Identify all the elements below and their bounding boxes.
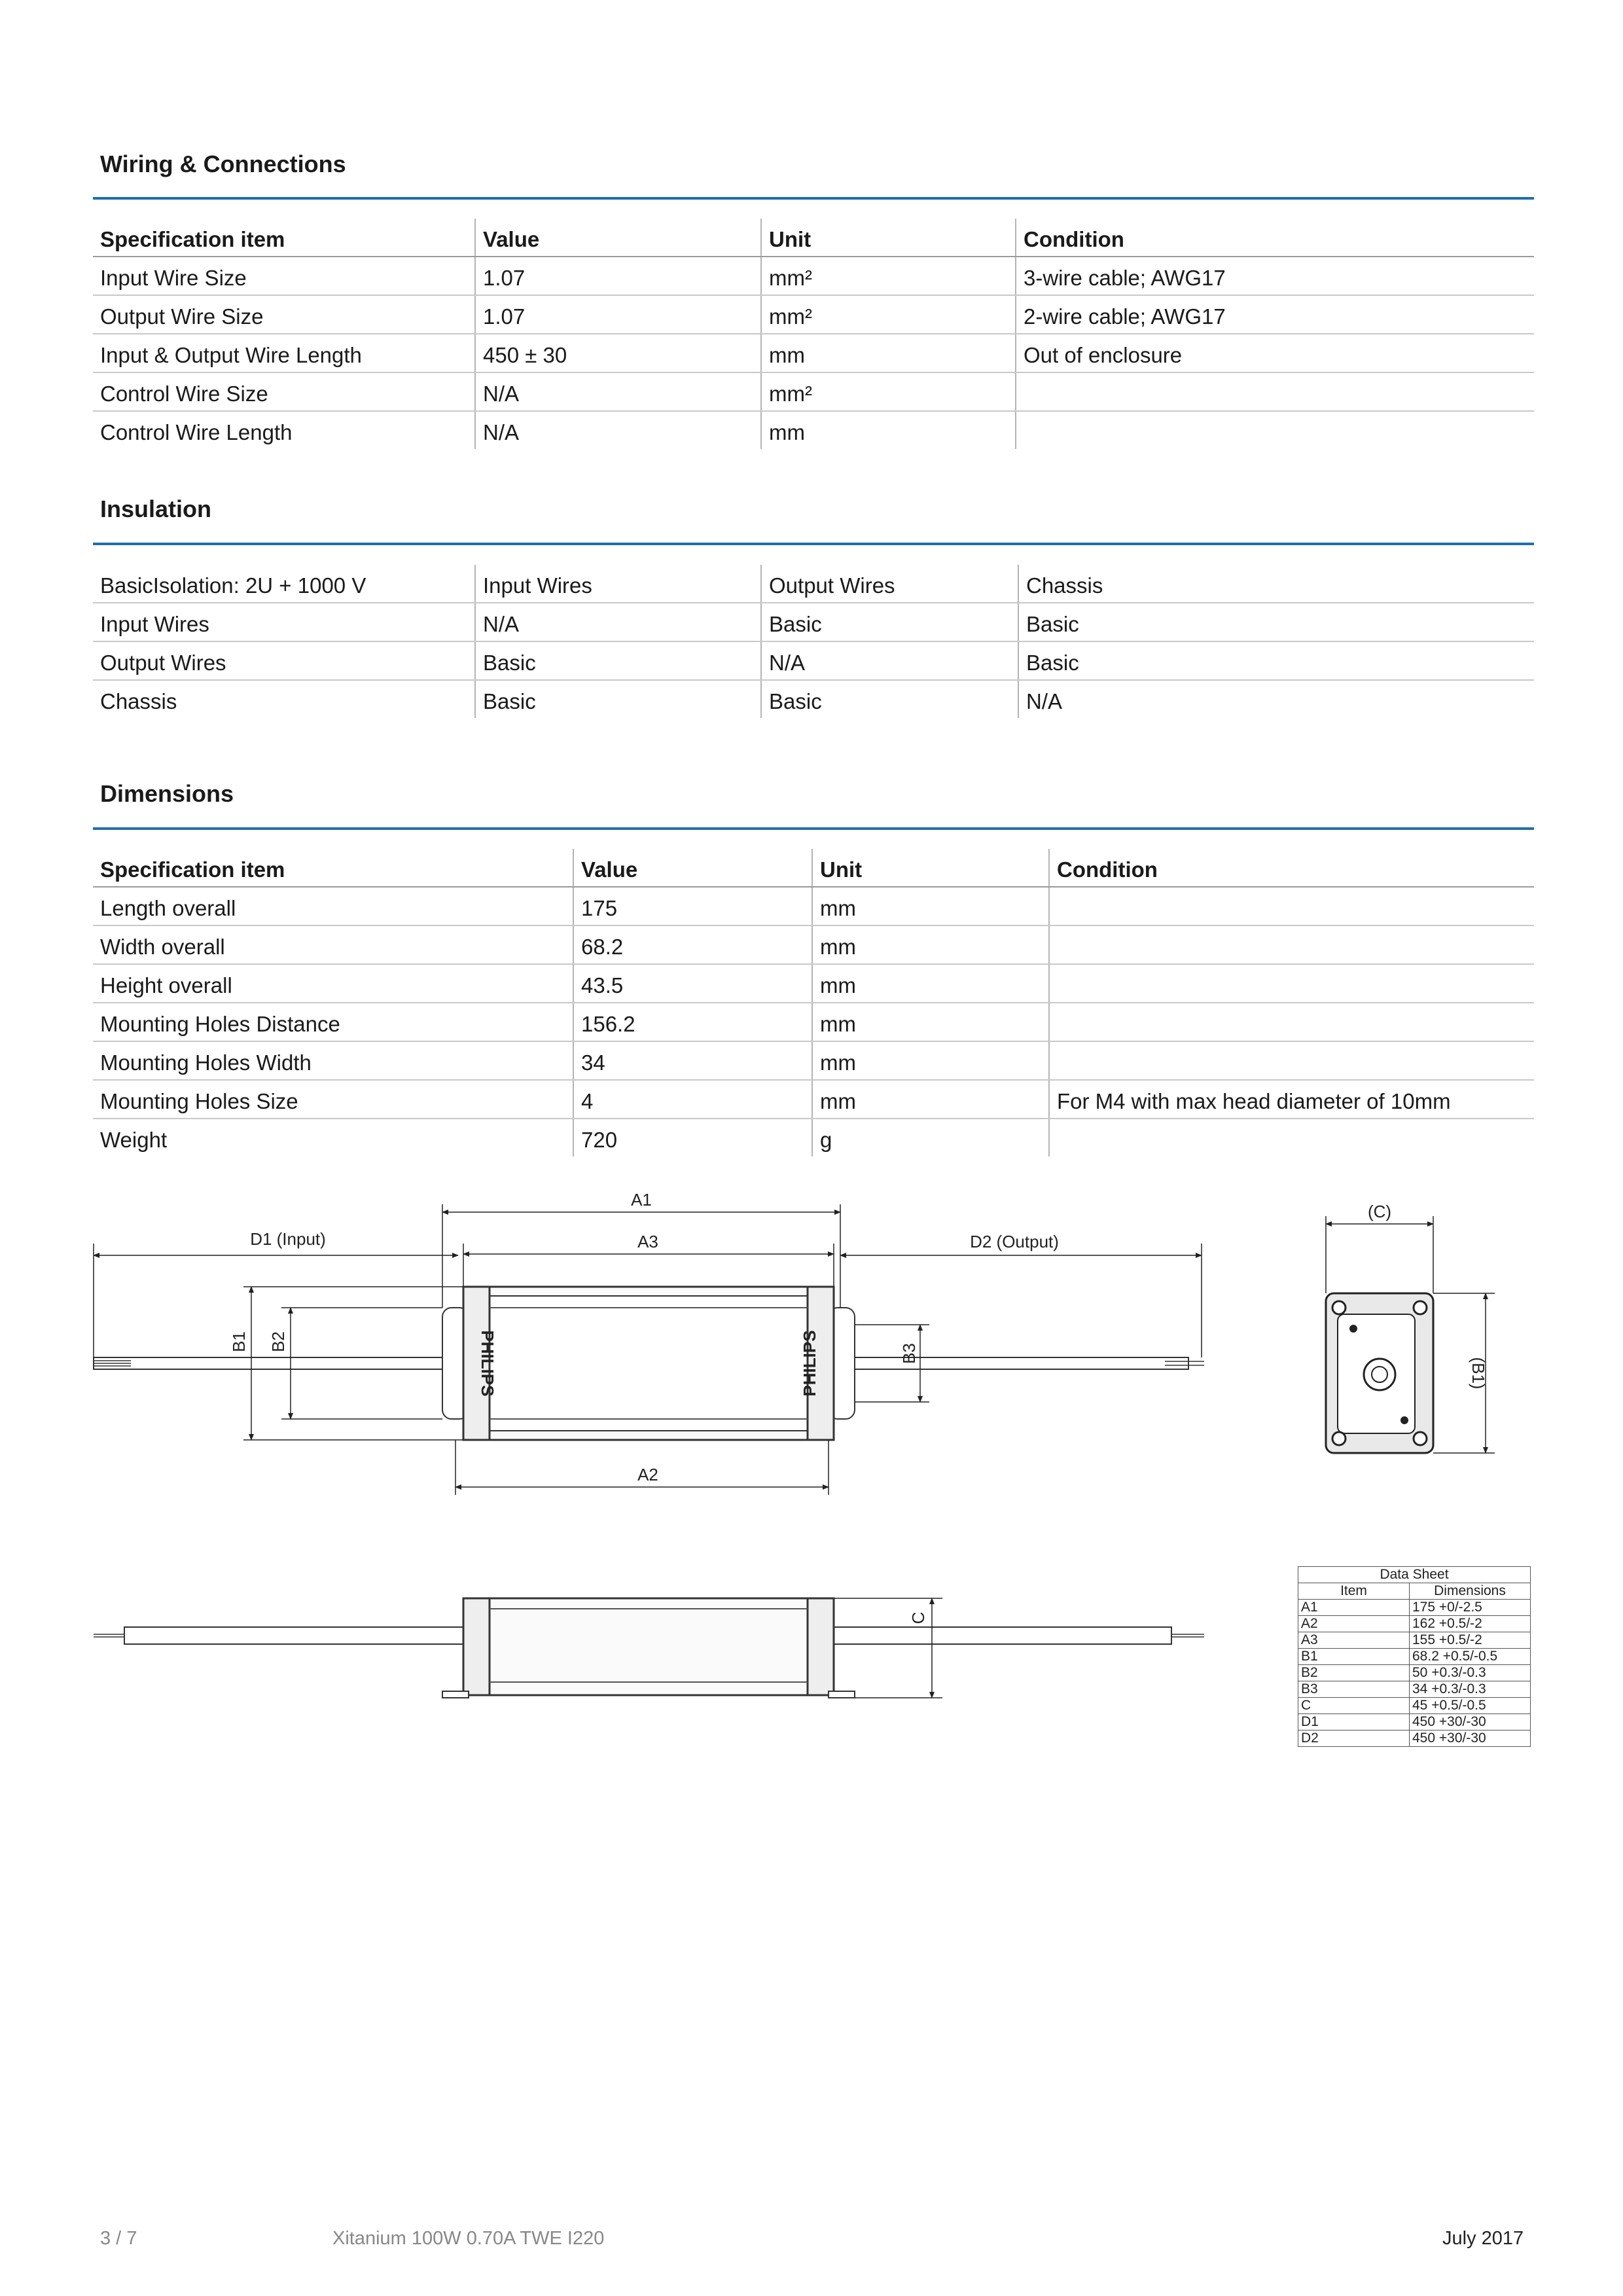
dim-label-a3: A3 — [637, 1232, 658, 1251]
data-sheet-title-row — [1298, 1567, 1531, 1583]
table-cell: 34 +0.3/-0.3 — [1410, 1681, 1531, 1698]
wiring-section-rule — [93, 197, 1534, 200]
table-cell: Output Wires — [761, 565, 1018, 603]
driver-end-view — [1326, 1293, 1433, 1453]
dim-label-b1: B1 — [229, 1331, 249, 1352]
table-cell: 4 — [573, 1080, 812, 1119]
header-cell: Specification item — [93, 849, 573, 887]
header-cell: Unit — [812, 849, 1049, 887]
table-cell: 175 — [573, 887, 812, 925]
table-cell: D1 — [1298, 1714, 1410, 1731]
table-row — [93, 372, 1534, 411]
table-row — [93, 411, 1534, 449]
table-cell: Basic — [761, 680, 1018, 718]
table-cell: Input & Output Wire Length — [93, 334, 475, 372]
table-cell: Basic — [475, 641, 761, 680]
table-row — [1298, 1731, 1531, 1747]
table-cell — [1049, 1003, 1534, 1041]
table-cell: 43.5 — [573, 964, 812, 1003]
table-cell: Control Wire Length — [100, 420, 293, 444]
table-cell — [1049, 887, 1534, 925]
input-wire — [94, 1357, 465, 1369]
dim-label-d2: D2 (Output) — [970, 1232, 1059, 1251]
table-cell: N/A — [475, 411, 761, 449]
table-cell: B1 — [1298, 1649, 1410, 1665]
table-cell: 450 +30/-30 — [1410, 1714, 1531, 1731]
table-row — [93, 334, 1534, 372]
dimensions-table — [93, 849, 1534, 1157]
table-cell — [1016, 372, 1534, 411]
table-cell: 45 +0.5/-0.5 — [1410, 1698, 1531, 1714]
wiring-table — [93, 219, 1534, 449]
table-cell — [1049, 1119, 1534, 1157]
table-cell — [1016, 411, 1534, 449]
header-cell: Condition — [1049, 849, 1534, 887]
table-cell: 34 — [573, 1041, 812, 1080]
footer-date: July 2017 — [1442, 2228, 1524, 2249]
insulation-table — [93, 565, 1534, 718]
table-cell: BasicIsolation: 2U + 1000 V — [93, 565, 475, 603]
dim-label-b3: B3 — [899, 1343, 919, 1364]
table-row — [93, 295, 1534, 334]
header-cell: Specification item — [93, 219, 475, 257]
dim-label-a1: A1 — [631, 1190, 652, 1210]
brand-label: PHILIPS — [800, 1330, 819, 1397]
table-cell: 2-wire cable; AWG17 — [1016, 295, 1534, 334]
wiring-section-title: Wiring & Connections — [100, 151, 346, 177]
table-cell: g — [812, 1119, 1049, 1157]
table-cell: Basic — [1018, 641, 1534, 680]
dim-label-b2: B2 — [268, 1331, 288, 1352]
table-cell — [1049, 964, 1534, 1003]
data-sheet-title: Data Sheet — [1298, 1567, 1531, 1583]
table-cell: Mounting Holes Size — [93, 1080, 573, 1119]
table-cell: mm — [812, 1080, 1049, 1119]
table-row — [93, 1119, 1534, 1157]
table-cell: B2 — [1298, 1665, 1410, 1681]
table-cell: mm — [761, 411, 1016, 449]
table-cell: N/A — [475, 372, 761, 411]
table-row — [1298, 1698, 1531, 1714]
brand-label: PHILIPS — [478, 1330, 497, 1397]
header-cell: Value — [573, 849, 812, 887]
table-cell: 68.2 +0.5/-0.5 — [1410, 1649, 1531, 1665]
table-row — [93, 925, 1534, 964]
table-cell: mm² — [761, 295, 1016, 334]
table-cell: Basic — [761, 603, 1018, 641]
table-cell: For M4 with max head diameter of 10mm — [1049, 1080, 1534, 1119]
table-cell: Input Wires — [475, 565, 761, 603]
table-cell: N/A — [1018, 680, 1534, 718]
table-cell — [1049, 1041, 1534, 1080]
table-row — [1298, 1681, 1531, 1698]
insulation-section-rule — [93, 543, 1534, 545]
table-cell: Input Wire Size — [93, 257, 475, 295]
table-cell: Out of enclosure — [1016, 334, 1534, 372]
table-header-row — [93, 219, 1534, 257]
driver-side-view — [94, 1598, 1204, 1698]
table-cell: Chassis — [100, 689, 177, 713]
table-row — [1298, 1649, 1531, 1665]
table-cell: Output Wires — [93, 641, 475, 680]
table-row — [93, 887, 1534, 925]
table-row — [93, 680, 1534, 718]
table-cell: A2 — [1298, 1616, 1410, 1632]
table-cell: Input Wires — [93, 603, 475, 641]
header-cell: Value — [475, 219, 761, 257]
header-cell: Item — [1298, 1583, 1410, 1600]
table-cell: mm — [812, 887, 1049, 925]
data-sheet-table — [1298, 1566, 1531, 1747]
table-header-row — [93, 849, 1534, 887]
dimensions-section-title: Dimensions — [100, 780, 234, 807]
table-cell: Height overall — [93, 964, 573, 1003]
table-cell: 162 +0.5/-2 — [1410, 1616, 1531, 1632]
table-cell: B3 — [1298, 1681, 1410, 1698]
table-cell: mm² — [761, 257, 1016, 295]
table-cell: mm — [812, 925, 1049, 964]
header-cell: Unit — [761, 219, 1016, 257]
table-cell: Basic — [1018, 603, 1534, 641]
table-cell: 1.07 — [475, 257, 761, 295]
table-cell — [1049, 925, 1534, 964]
table-row — [1298, 1616, 1531, 1632]
dim-label-a2: A2 — [637, 1465, 658, 1484]
table-cell: A3 — [1298, 1632, 1410, 1649]
table-cell: 1.07 — [475, 295, 761, 334]
driver-top-view — [463, 1287, 834, 1440]
table-cell: mm — [761, 334, 1016, 372]
table-row — [1298, 1632, 1531, 1649]
footer-page-number: 3 / 7 — [100, 2228, 137, 2249]
output-wire — [832, 1357, 1204, 1369]
table-row — [1298, 1714, 1531, 1731]
table-cell: mm — [812, 1041, 1049, 1080]
table-row — [93, 641, 1534, 680]
table-cell: mm — [812, 964, 1049, 1003]
table-cell: Control Wire Size — [93, 372, 475, 411]
footer-product-name: Xitanium 100W 0.70A TWE I220 — [332, 2228, 605, 2249]
table-cell: 156.2 — [573, 1003, 812, 1041]
table-cell: C — [1298, 1698, 1410, 1714]
table-cell: D2 — [1298, 1731, 1410, 1747]
table-cell: N/A — [475, 603, 761, 641]
table-cell: 450 +30/-30 — [1410, 1731, 1531, 1747]
dim-label-d1: D1 (Input) — [250, 1229, 326, 1249]
table-row — [93, 1080, 1534, 1119]
table-row — [93, 1041, 1534, 1080]
table-cell: Mounting Holes Distance — [93, 1003, 573, 1041]
header-cell: Dimensions — [1410, 1583, 1531, 1600]
table-cell: mm — [812, 1003, 1049, 1041]
table-cell: 720 — [573, 1119, 812, 1157]
table-cell: Chassis — [1018, 565, 1534, 603]
table-cell: 3-wire cable; AWG17 — [1016, 257, 1534, 295]
dim-label-c: C — [908, 1611, 928, 1624]
table-cell: Basic — [475, 680, 761, 718]
table-cell: mm² — [761, 372, 1016, 411]
table-cell: 50 +0.3/-0.3 — [1410, 1665, 1531, 1681]
table-row — [1298, 1665, 1531, 1681]
table-row — [93, 565, 1534, 603]
header-cell: Condition — [1016, 219, 1534, 257]
insulation-section-title: Insulation — [100, 495, 211, 522]
dim-label-c-paren: (C) — [1367, 1202, 1392, 1221]
table-cell: Length overall — [93, 887, 573, 925]
table-cell: N/A — [761, 641, 1018, 680]
table-row — [93, 1003, 1534, 1041]
table-row — [1298, 1600, 1531, 1616]
table-cell: 68.2 — [573, 925, 812, 964]
table-cell: Width overall — [93, 925, 573, 964]
table-cell: 175 +0/-2.5 — [1410, 1600, 1531, 1616]
table-cell: Mounting Holes Width — [93, 1041, 573, 1080]
table-row — [93, 603, 1534, 641]
dim-label-b1-paren: (B1) — [1469, 1357, 1488, 1390]
table-cell: Output Wire Size — [93, 295, 475, 334]
table-row — [93, 257, 1534, 295]
dimensions-section-rule — [93, 827, 1534, 830]
table-header-row — [1298, 1583, 1531, 1600]
table-cell: 155 +0.5/-2 — [1410, 1632, 1531, 1649]
table-row — [93, 964, 1534, 1003]
table-cell: Weight — [100, 1128, 168, 1152]
table-cell: A1 — [1298, 1600, 1410, 1616]
table-cell: 450 ± 30 — [475, 334, 761, 372]
